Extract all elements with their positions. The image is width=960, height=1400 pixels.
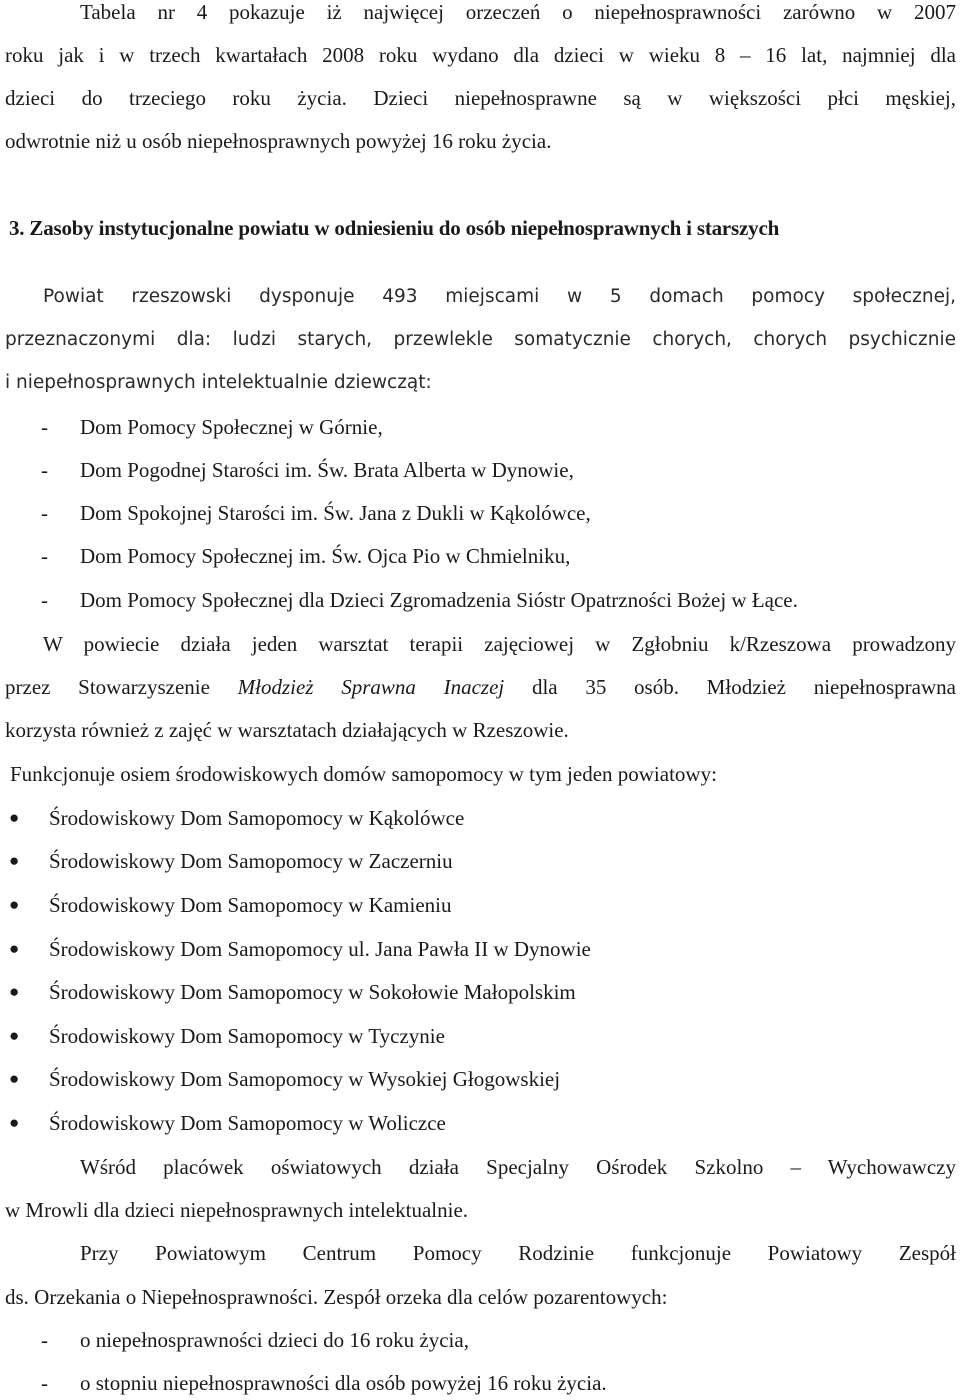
dps-item-text: Dom Spokojnej Starości im. Św. Jana z Dukli w Kąkolówce, [80,501,591,525]
sds-list-item [5,1108,446,1138]
dash-marker: - [41,458,48,482]
sds-intro: Funkcjonuje osiem środowiskowych domów samopomocy w tym jeden powiatowy: [10,762,717,786]
wtz-line-2-post: dla 35 osób. Młodzież niepełnosprawna [504,675,956,699]
sds-item-text: Środowiskowy Dom Samopomocy w Tyczynie [49,1024,445,1048]
sds-item-text: Środowiskowy Dom Samopomocy w Kamieniu [49,893,452,917]
intro-line-3: dzieci do trzeciego roku życia. Dzieci niepełnosprawne są w większości płci męskiej, [5,86,956,110]
sds-item-text: Środowiskowy Dom Samopomocy w Woliczce [49,1111,446,1135]
dps-item-text: Dom Pomocy Społecznej im. Św. Ojca Pio w Chmielniku, [80,544,571,568]
pcpr-line-1: Przy Powiatowym Centrum Pomocy Rodzinie funkcjonuje Powiatowy Zespół [80,1241,956,1265]
dash-marker: - [41,1371,48,1395]
pcpr-list-item [5,1325,469,1355]
sds-list-item [5,803,464,833]
dash-marker: - [41,544,48,568]
dps-item-text: Dom Pomocy Społecznej w Górnie, [80,415,383,439]
dps-list-item [5,412,383,442]
dash-marker: - [41,415,48,439]
dps-list-item [5,585,798,615]
pcpr-item-text: o niepełnosprawności dzieci do 16 roku życia, [80,1328,469,1352]
sds-list-item [5,846,453,876]
intro-line-1: Tabela nr 4 pokazuje iż najwięcej orzeczeń o niepełnosprawności zarówno w 2007 [80,0,956,24]
dps-item-text: Dom Pomocy Społecznej dla Dzieci Zgromadzenia Sióstr Opatrzności Bożej w Łące. [80,588,798,612]
wtz-line-2 [5,672,956,702]
sds-item-text: Środowiskowy Dom Samopomocy w Zaczerniu [49,849,453,873]
bullet-icon: ● [9,1026,20,1045]
bullet-icon: ● [9,808,20,827]
intro-line-2: roku jak i w trzech kwartałach 2008 roku wydano dla dzieci w wieku 8 – 16 lat, najmniej dla [5,43,956,67]
dps-line-2: przeznaczonymi dla: ludzi starych, przewlekle somatycznie chorych, chorych psychicznie [5,329,956,350]
dash-marker: - [41,588,48,612]
wtz-line-3: korzysta również z zajęć w warsztatach działających w Rzeszowie. [5,718,569,742]
school-line-2: w Mrowli dla dzieci niepełnosprawnych intelektualnie. [5,1198,469,1222]
dps-line-1: Powiat rzeszowski dysponuje 493 miejscami w 5 domach pomocy społecznej, [43,286,956,307]
sds-item-text: Środowiskowy Dom Samopomocy w Sokołowie Małopolskim [49,980,576,1004]
dps-item-text: Dom Pogodnej Starości im. Św. Brata Alberta w Dynowie, [80,458,574,482]
dash-marker: - [41,501,48,525]
sds-item-text: Środowiskowy Dom Samopomocy w Wysokiej Głogowskiej [49,1067,561,1091]
sds-item-text: Środowiskowy Dom Samopomocy w Kąkolówce [49,806,465,830]
sds-list-item [5,934,591,964]
dps-list-item [5,541,570,571]
bullet-icon: ● [9,851,20,870]
sds-list-item [5,977,576,1007]
sds-list-item [5,1021,445,1051]
section-heading: 3. Zasoby instytucjonalne powiatu w odniesieniu do osób niepełnosprawnych i starszych [9,216,780,240]
pcpr-item-text: o stopniu niepełnosprawności dla osób powyżej 16 roku życia. [80,1371,607,1395]
organization-name: Młodzież Sprawna Inaczej [237,675,505,699]
dps-line-3: i niepełnosprawnych intelektualnie dziewcząt: [5,372,432,393]
wtz-line-2-pre: przez Stowarzyszenie [5,675,238,699]
dash-marker: - [41,1328,48,1352]
wtz-line-1: W powiecie działa jeden warsztat terapii zajęciowej w Zgłobniu k/Rzeszowa prowadzony [43,632,956,656]
intro-line-4: odwrotnie niż u osób niepełnosprawnych powyżej 16 roku życia. [5,129,552,153]
bullet-icon: ● [9,982,20,1001]
school-line-1: Wśród placówek oświatowych działa Specjalny Ośrodek Szkolno – Wychowawczy [80,1155,956,1179]
sds-item-text: Środowiskowy Dom Samopomocy ul. Jana Pawła II w Dynowie [49,937,591,961]
sds-list-item [5,1064,560,1094]
bullet-icon: ● [9,1113,20,1132]
pcpr-list-item [5,1368,607,1398]
bullet-icon: ● [9,895,20,914]
pcpr-line-2: ds. Orzekania o Niepełnosprawności. Zespół orzeka dla celów pozarentowych: [5,1285,668,1309]
dps-list-item [5,455,574,485]
sds-list-item [5,890,451,920]
bullet-icon: ● [9,939,20,958]
dps-list-item [5,498,591,528]
bullet-icon: ● [9,1069,20,1088]
